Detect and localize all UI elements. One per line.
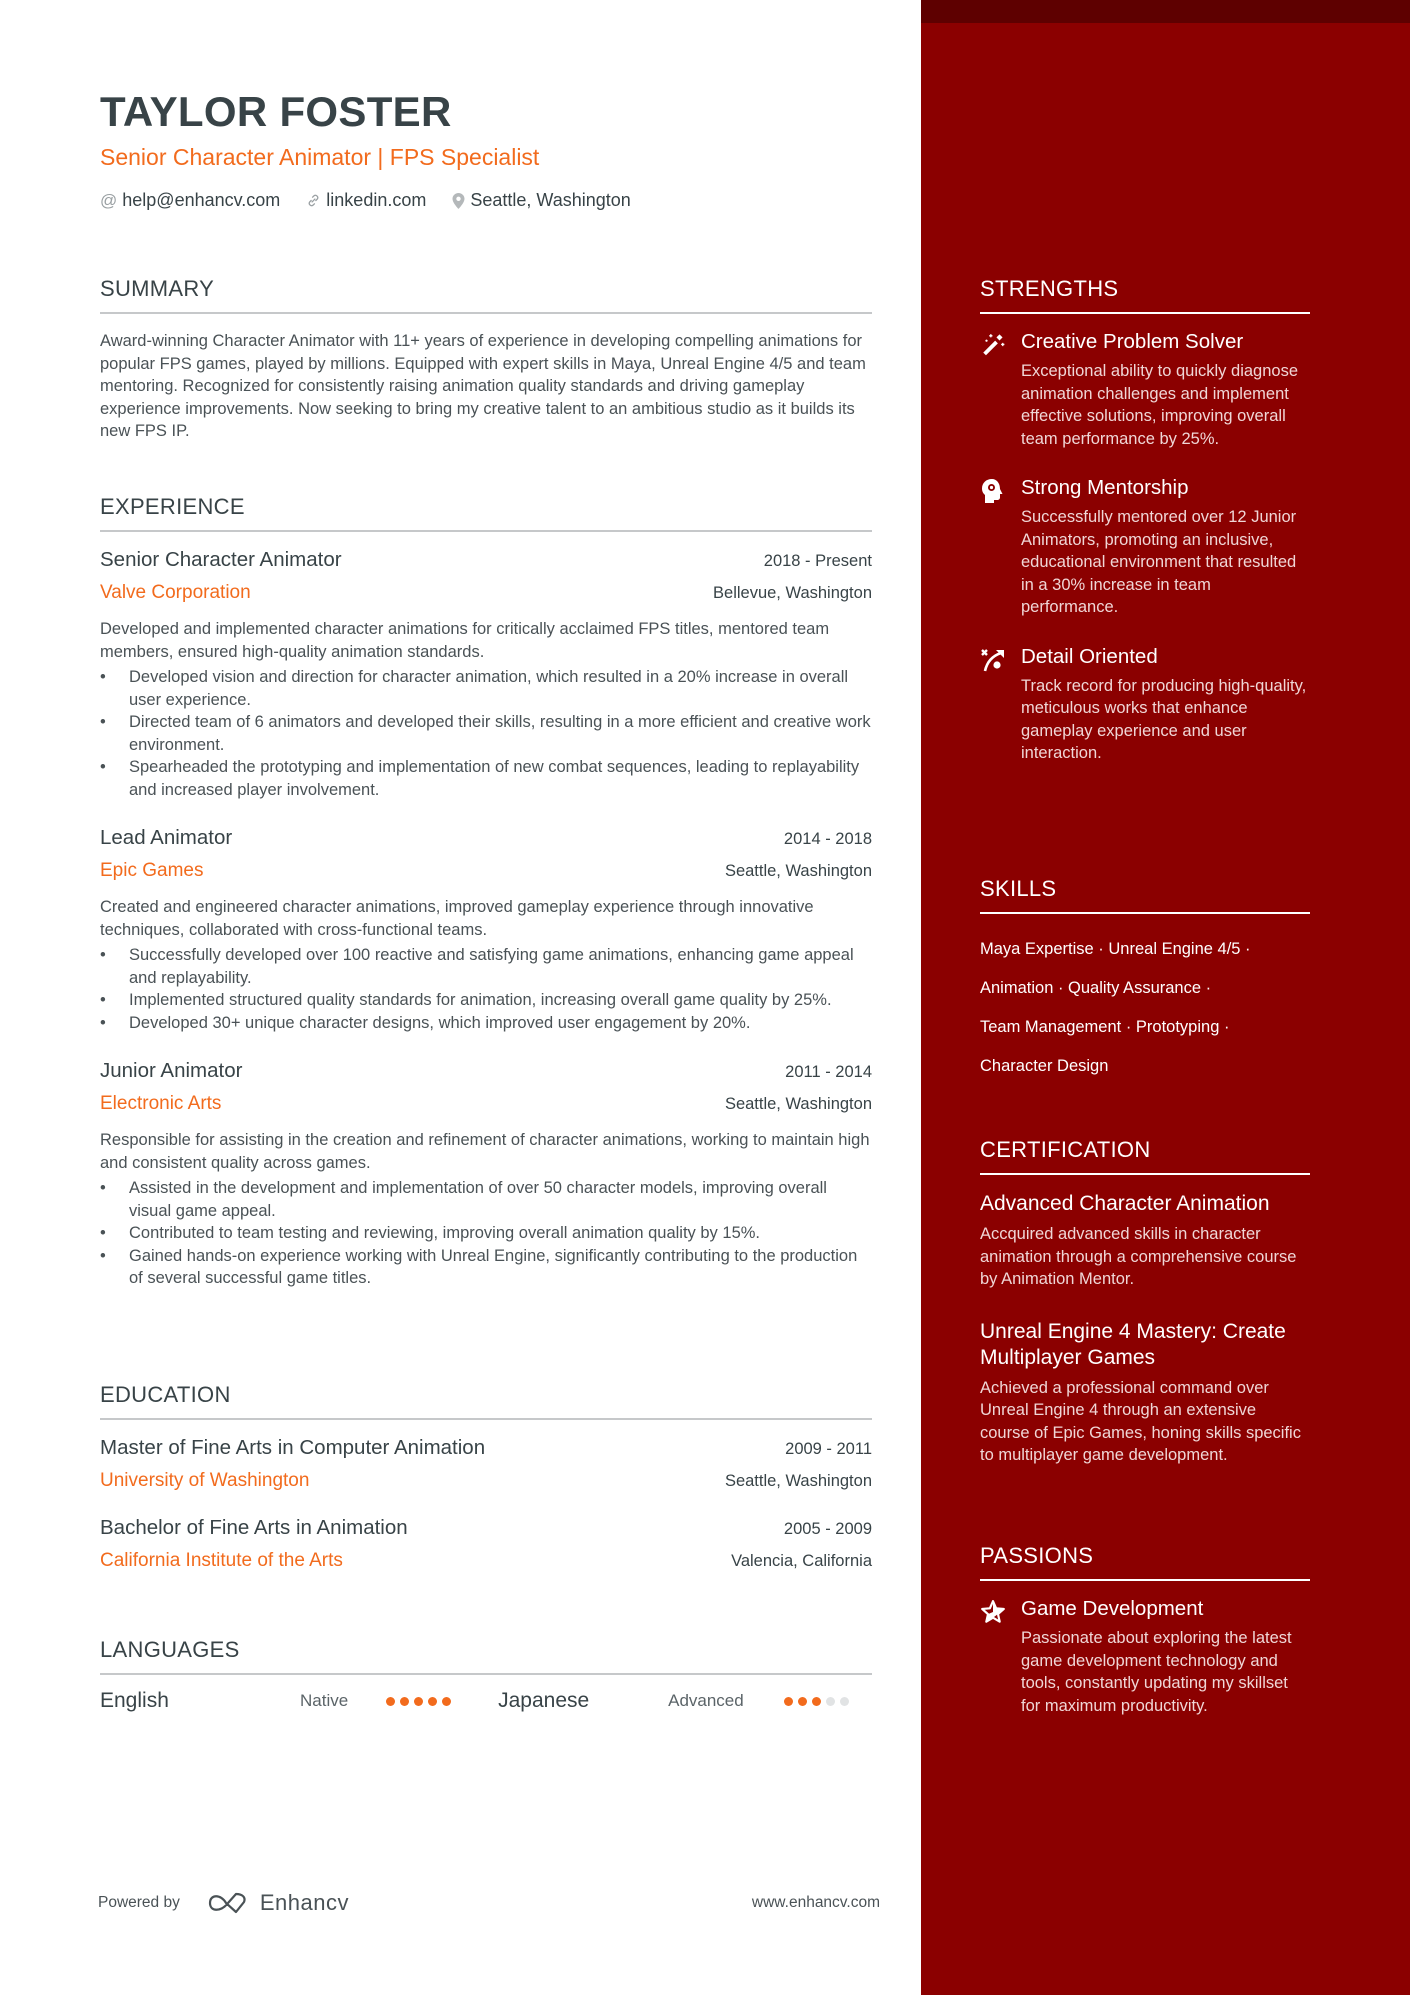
powered-by-label: Powered by (98, 1894, 180, 1911)
job-dates: 2011 - 2014 (785, 1063, 872, 1081)
degree: Master of Fine Arts in Computer Animation (100, 1436, 486, 1459)
footer (98, 1890, 880, 1916)
rating-dot-filled (812, 1697, 821, 1706)
language-name: English (100, 1689, 169, 1712)
head-brain-icon (980, 476, 1021, 619)
contact-email[interactable] (100, 190, 280, 211)
location-text: Seattle, Washington (470, 190, 631, 210)
passions-section (980, 1543, 1310, 1717)
rating-dot-filled (798, 1697, 807, 1706)
education-section (100, 1382, 872, 1572)
school-name: University of Washington (100, 1470, 310, 1491)
job-title: Senior Character Animator (100, 548, 342, 571)
school-name: California Institute of the Arts (100, 1550, 343, 1571)
skills-line: Animation · Quality Assurance · (980, 979, 1212, 997)
bullet-item: • Assisted in the development and implementation of over 50 character models, improving overall visual game appeal. (100, 1177, 872, 1222)
linkedin-text: linkedin.com (326, 190, 427, 210)
education-heading: EDUCATION (100, 1382, 872, 1420)
rating-dot-filled (784, 1697, 793, 1706)
link-icon (306, 193, 321, 208)
skills-heading: SKILLS (980, 876, 1310, 914)
education-entry (100, 1516, 872, 1572)
skills-line: Character Design (980, 1057, 1109, 1075)
candidate-name: TAYLOR FOSTER (100, 88, 452, 135)
strength-item (980, 645, 1310, 765)
language-item (498, 1689, 872, 1713)
school-location: Seattle, Washington (724, 1472, 872, 1490)
job-description: Created and engineered character animations, improved gameplay experience through innovative techniques, collaborated with cross-functional teams. (100, 898, 814, 939)
job-dates: 2014 - 2018 (783, 830, 872, 848)
strengths-heading: STRENGTHS (980, 276, 1310, 314)
job-description: Developed and implemented character animations for critically acclaimed FPS titles, mentored team members, ensured high-quality animation standards. (100, 620, 830, 661)
job-dates: 2018 - Present (763, 552, 872, 570)
magic-wand-icon (980, 330, 1021, 450)
job-description: Responsible for assisting in the creation and refinement of character animations, working to maintain high and consistent quality across games. (100, 1131, 870, 1172)
certification-description: Achieved a professional command over Unreal Engine 4 through an extensive course of Epic Games, honing skills specific to multiplayer game development. (980, 1378, 1301, 1464)
rating-dot-empty (826, 1697, 835, 1706)
passion-description: Passionate about exploring the latest game development technology and tools, constantly updating my skillset for maximum productivity. (1021, 1629, 1292, 1715)
bullet-item: • Gained hands-on experience working with Unreal Engine, significantly contributing to the production of several successful game titles. (100, 1245, 872, 1290)
job-bullets (100, 666, 872, 801)
strength-item (980, 330, 1310, 450)
skills-line: Team Management · Prototyping · (980, 1018, 1230, 1036)
skills-section (980, 876, 1310, 1086)
job-location: Seattle, Washington (724, 1095, 872, 1113)
languages-heading: LANGUAGES (100, 1637, 872, 1675)
bullet-item: • Spearheaded the prototyping and implementation of new combat sequences, leading to replayability and increased player involvement. (100, 756, 872, 801)
star-icon (980, 1597, 1021, 1717)
strength-description: Exceptional ability to quickly diagnose animation challenges and implement effective solutions, improving overall team performance by 25%. (1021, 362, 1298, 448)
contact-linkedin[interactable] (306, 190, 426, 211)
company-name: Valve Corporation (100, 582, 251, 603)
bullet-item: • Implemented structured quality standards for animation, increasing overall game quality by 25%. (100, 989, 872, 1012)
strength-title: Strong Mentorship (1021, 476, 1189, 499)
contact-info (100, 190, 657, 211)
bullet-item: • Directed team of 6 animators and developed their skills, resulting in a more efficient and creative work environment. (100, 711, 872, 756)
strength-title: Detail Oriented (1021, 644, 1158, 668)
summary-section (100, 276, 872, 443)
skills-list (980, 930, 1310, 1086)
language-rating (386, 1697, 451, 1706)
school-location: Valencia, California (731, 1552, 872, 1570)
contact-location (452, 190, 630, 211)
passions-heading: PASSIONS (980, 1543, 1310, 1581)
strategy-arrow-icon (980, 645, 1021, 765)
rating-dot-filled (442, 1697, 451, 1706)
language-item (100, 1689, 498, 1713)
certification-section (980, 1137, 1310, 1467)
job-entry (100, 826, 872, 1034)
rating-dot-filled (386, 1697, 395, 1706)
languages-section (100, 1637, 872, 1713)
experience-heading: EXPERIENCE (100, 494, 872, 532)
passion-item (980, 1597, 1310, 1717)
email-text: help@enhancv.com (122, 190, 281, 210)
language-level: Native (300, 1691, 349, 1710)
rating-dot-empty (840, 1697, 849, 1706)
skills-line: Maya Expertise · Unreal Engine 4/5 · (980, 940, 1251, 958)
experience-section (100, 494, 872, 1290)
rating-dot-filled (400, 1697, 409, 1706)
bullet-item: • Developed 30+ unique character designs, which improved user engagement by 20%. (100, 1012, 872, 1035)
company-name: Epic Games (100, 860, 204, 881)
rating-dot-filled (414, 1697, 423, 1706)
degree: Bachelor of Fine Arts in Animation (100, 1516, 408, 1539)
strength-title: Creative Problem Solver (1021, 330, 1244, 353)
education-entry (100, 1436, 872, 1492)
strength-item (980, 476, 1310, 619)
at-icon: @ (100, 190, 118, 210)
company-name: Electronic Arts (100, 1093, 222, 1114)
job-bullets (100, 944, 872, 1034)
job-title: Lead Animator (100, 826, 233, 849)
website-link[interactable]: www.enhancv.com (751, 1894, 880, 1911)
summary-heading: SUMMARY (100, 276, 872, 314)
sidebar-top-band (921, 0, 1410, 23)
strength-description: Successfully mentored over 12 Junior Animators, promoting an inclusive, educational environment that resulted in a 30% increase in team performance. (1021, 508, 1297, 616)
bullet-item: • Contributed to team testing and reviewing, improving overall animation quality by 15%. (100, 1222, 872, 1245)
passion-title: Game Development (1021, 1597, 1204, 1620)
certification-item (980, 1191, 1310, 1291)
job-location: Seattle, Washington (724, 862, 872, 880)
location-pin-icon (452, 193, 465, 209)
certification-description: Accquired advanced skills in character animation through a comprehensive course by Animation Mentor. (980, 1225, 1297, 1288)
enhancv-logo-icon (206, 1891, 252, 1915)
powered-by (98, 1890, 349, 1916)
certification-title: Advanced Character Animation (980, 1192, 1270, 1215)
strength-description: Track record for producing high-quality, meticulous works that enhance gameplay experience and user interaction. (1021, 676, 1307, 762)
bullet-item: • Successfully developed over 100 reactive and satisfying game animations, enhancing game appeal and replayability. (100, 944, 872, 989)
certification-title: Unreal Engine 4 Mastery: Create Multiplayer Games (980, 1319, 1286, 1369)
language-name: Japanese (498, 1689, 590, 1712)
rating-dot-filled (428, 1697, 437, 1706)
job-location: Bellevue, Washington (713, 584, 872, 602)
bullet-item: • Developed vision and direction for character animation, which resulted in a 20% increase in overall user experience. (100, 666, 872, 711)
candidate-title: Senior Character Animator | FPS Specialist (100, 144, 540, 170)
job-entry (100, 1059, 872, 1290)
enhancv-brand: Enhancv (259, 1890, 349, 1915)
job-bullets (100, 1177, 872, 1290)
job-entry (100, 548, 872, 801)
certification-item (980, 1319, 1310, 1467)
enhancv-logo[interactable] (206, 1890, 349, 1916)
language-level: Advanced (668, 1691, 744, 1710)
summary-text: Award-winning Character Animator with 11+ years of experience in developing compelling animations for popular FPS games, played by millions. Equipped with expert skills in Maya, Unreal Engine 4/5 and team mentoring. Recognized for consistently raising animation quality standards and driving gameplay experience improvements. Now seeking to bring my creative talent to an ambitious studio as it builds its new FPS IP. (100, 332, 866, 440)
certification-heading: CERTIFICATION (980, 1137, 1310, 1175)
language-rating (784, 1697, 849, 1706)
education-dates: 2005 - 2009 (783, 1520, 872, 1538)
job-title: Junior Animator (100, 1059, 243, 1082)
strengths-section (980, 276, 1310, 765)
education-dates: 2009 - 2011 (785, 1440, 872, 1458)
